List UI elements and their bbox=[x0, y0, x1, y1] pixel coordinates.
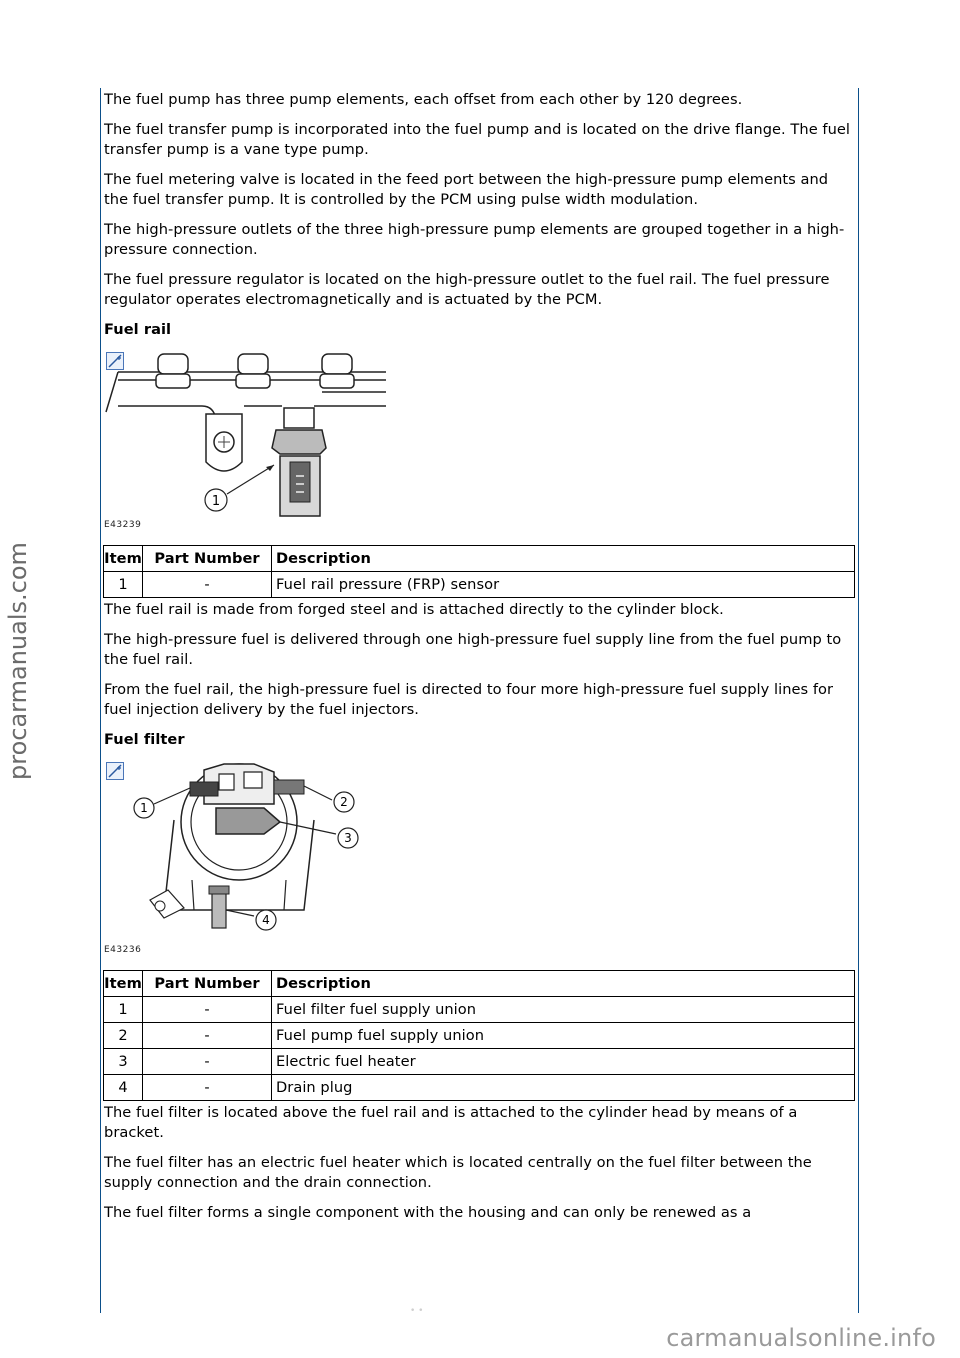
paragraph: The fuel transfer pump is incorporated into the fuel pump and is located on the drive flange. The fuel transfer pump is a vane type pump. bbox=[104, 121, 851, 158]
column-header: Part Number bbox=[143, 546, 272, 572]
table-row bbox=[104, 1049, 855, 1075]
figure-code: E43239 bbox=[104, 520, 142, 530]
item-cell: 3 bbox=[104, 1049, 143, 1075]
callout-label: 1 bbox=[140, 801, 148, 815]
callout-label: 3 bbox=[344, 831, 352, 845]
part-number-cell: - bbox=[143, 1023, 272, 1049]
part-number-cell: - bbox=[143, 997, 272, 1023]
table-row bbox=[104, 997, 855, 1023]
paragraph: The fuel metering valve is located in the feed port between the high-pressure pump elements and the fuel transfer pump. It is controlled by the PCM using pulse width modulation. bbox=[104, 171, 829, 208]
fuel-rail-illustration bbox=[104, 350, 394, 535]
column-header: Description bbox=[272, 546, 855, 572]
watermark-bottom[interactable]: carmanualsonline.info bbox=[666, 1324, 936, 1352]
column-header: Part Number bbox=[143, 971, 272, 997]
paragraph: From the fuel rail, the high-pressure fuel is directed to four more high-pressure fuel supply lines for fuel injection delivery by the fuel injectors. bbox=[104, 681, 834, 718]
watermark-side[interactable]: procarmanuals.com bbox=[4, 542, 32, 780]
column-header: Item bbox=[104, 971, 143, 997]
table-row bbox=[104, 1075, 855, 1101]
paragraph: The fuel rail is made from forged steel and is attached directly to the cylinder block. bbox=[104, 601, 724, 618]
page-number-faint: • • bbox=[410, 1306, 424, 1316]
paragraph: The fuel filter is located above the fuel rail and is attached to the cylinder head by means of a bracket. bbox=[104, 1104, 798, 1141]
table-row bbox=[104, 572, 855, 598]
column-header: Item bbox=[104, 546, 143, 572]
paragraph: The fuel pump has three pump elements, each offset from each other by 120 degrees. bbox=[104, 91, 743, 108]
part-number-cell: - bbox=[143, 572, 272, 598]
fuel-filter-parts-table bbox=[103, 970, 855, 1101]
section-heading-fuel-rail: Fuel rail bbox=[104, 321, 172, 338]
description-cell: Drain plug bbox=[272, 1075, 855, 1101]
description-cell: Fuel filter fuel supply union bbox=[272, 997, 855, 1023]
zoom-icon[interactable] bbox=[106, 762, 124, 780]
fuel-rail-parts-table bbox=[103, 545, 855, 598]
callout-label: 2 bbox=[340, 795, 348, 809]
column-header: Description bbox=[272, 971, 855, 997]
section-heading-fuel-filter: Fuel filter bbox=[104, 731, 185, 748]
fuel-filter-illustration bbox=[104, 760, 394, 960]
figure-code: E43236 bbox=[104, 945, 142, 955]
table-header-row bbox=[104, 971, 855, 997]
part-number-cell: - bbox=[143, 1075, 272, 1101]
table-header-row bbox=[104, 546, 855, 572]
paragraph: The fuel pressure regulator is located on the high-pressure outlet to the fuel rail. The fuel pressure regulator operates electromagnetically and is actuated by the PCM. bbox=[104, 271, 830, 308]
paragraph: The fuel filter forms a single component with the housing and can only be renewed as a bbox=[104, 1204, 752, 1221]
item-cell: 1 bbox=[104, 572, 143, 598]
callout-label: 4 bbox=[262, 913, 270, 927]
item-cell: 1 bbox=[104, 997, 143, 1023]
paragraph: The high-pressure fuel is delivered through one high-pressure fuel supply line from the fuel pump to the fuel rail. bbox=[104, 631, 842, 668]
fuel-rail-figure bbox=[104, 350, 854, 535]
description-cell: Electric fuel heater bbox=[272, 1049, 855, 1075]
item-cell: 2 bbox=[104, 1023, 143, 1049]
description-cell: Fuel rail pressure (FRP) sensor bbox=[272, 572, 855, 598]
fuel-filter-figure bbox=[104, 760, 854, 960]
document-content bbox=[104, 90, 854, 1233]
part-number-cell: - bbox=[143, 1049, 272, 1075]
zoom-icon[interactable] bbox=[106, 352, 124, 370]
paragraph: The high-pressure outlets of the three high-pressure pump elements are grouped together in a high-pressure connection. bbox=[104, 221, 845, 258]
item-cell: 4 bbox=[104, 1075, 143, 1101]
table-row bbox=[104, 1023, 855, 1049]
description-cell: Fuel pump fuel supply union bbox=[272, 1023, 855, 1049]
paragraph: The fuel filter has an electric fuel heater which is located centrally on the fuel filter between the supply connection and the drain connection. bbox=[104, 1154, 812, 1191]
callout-label: 1 bbox=[211, 494, 221, 509]
